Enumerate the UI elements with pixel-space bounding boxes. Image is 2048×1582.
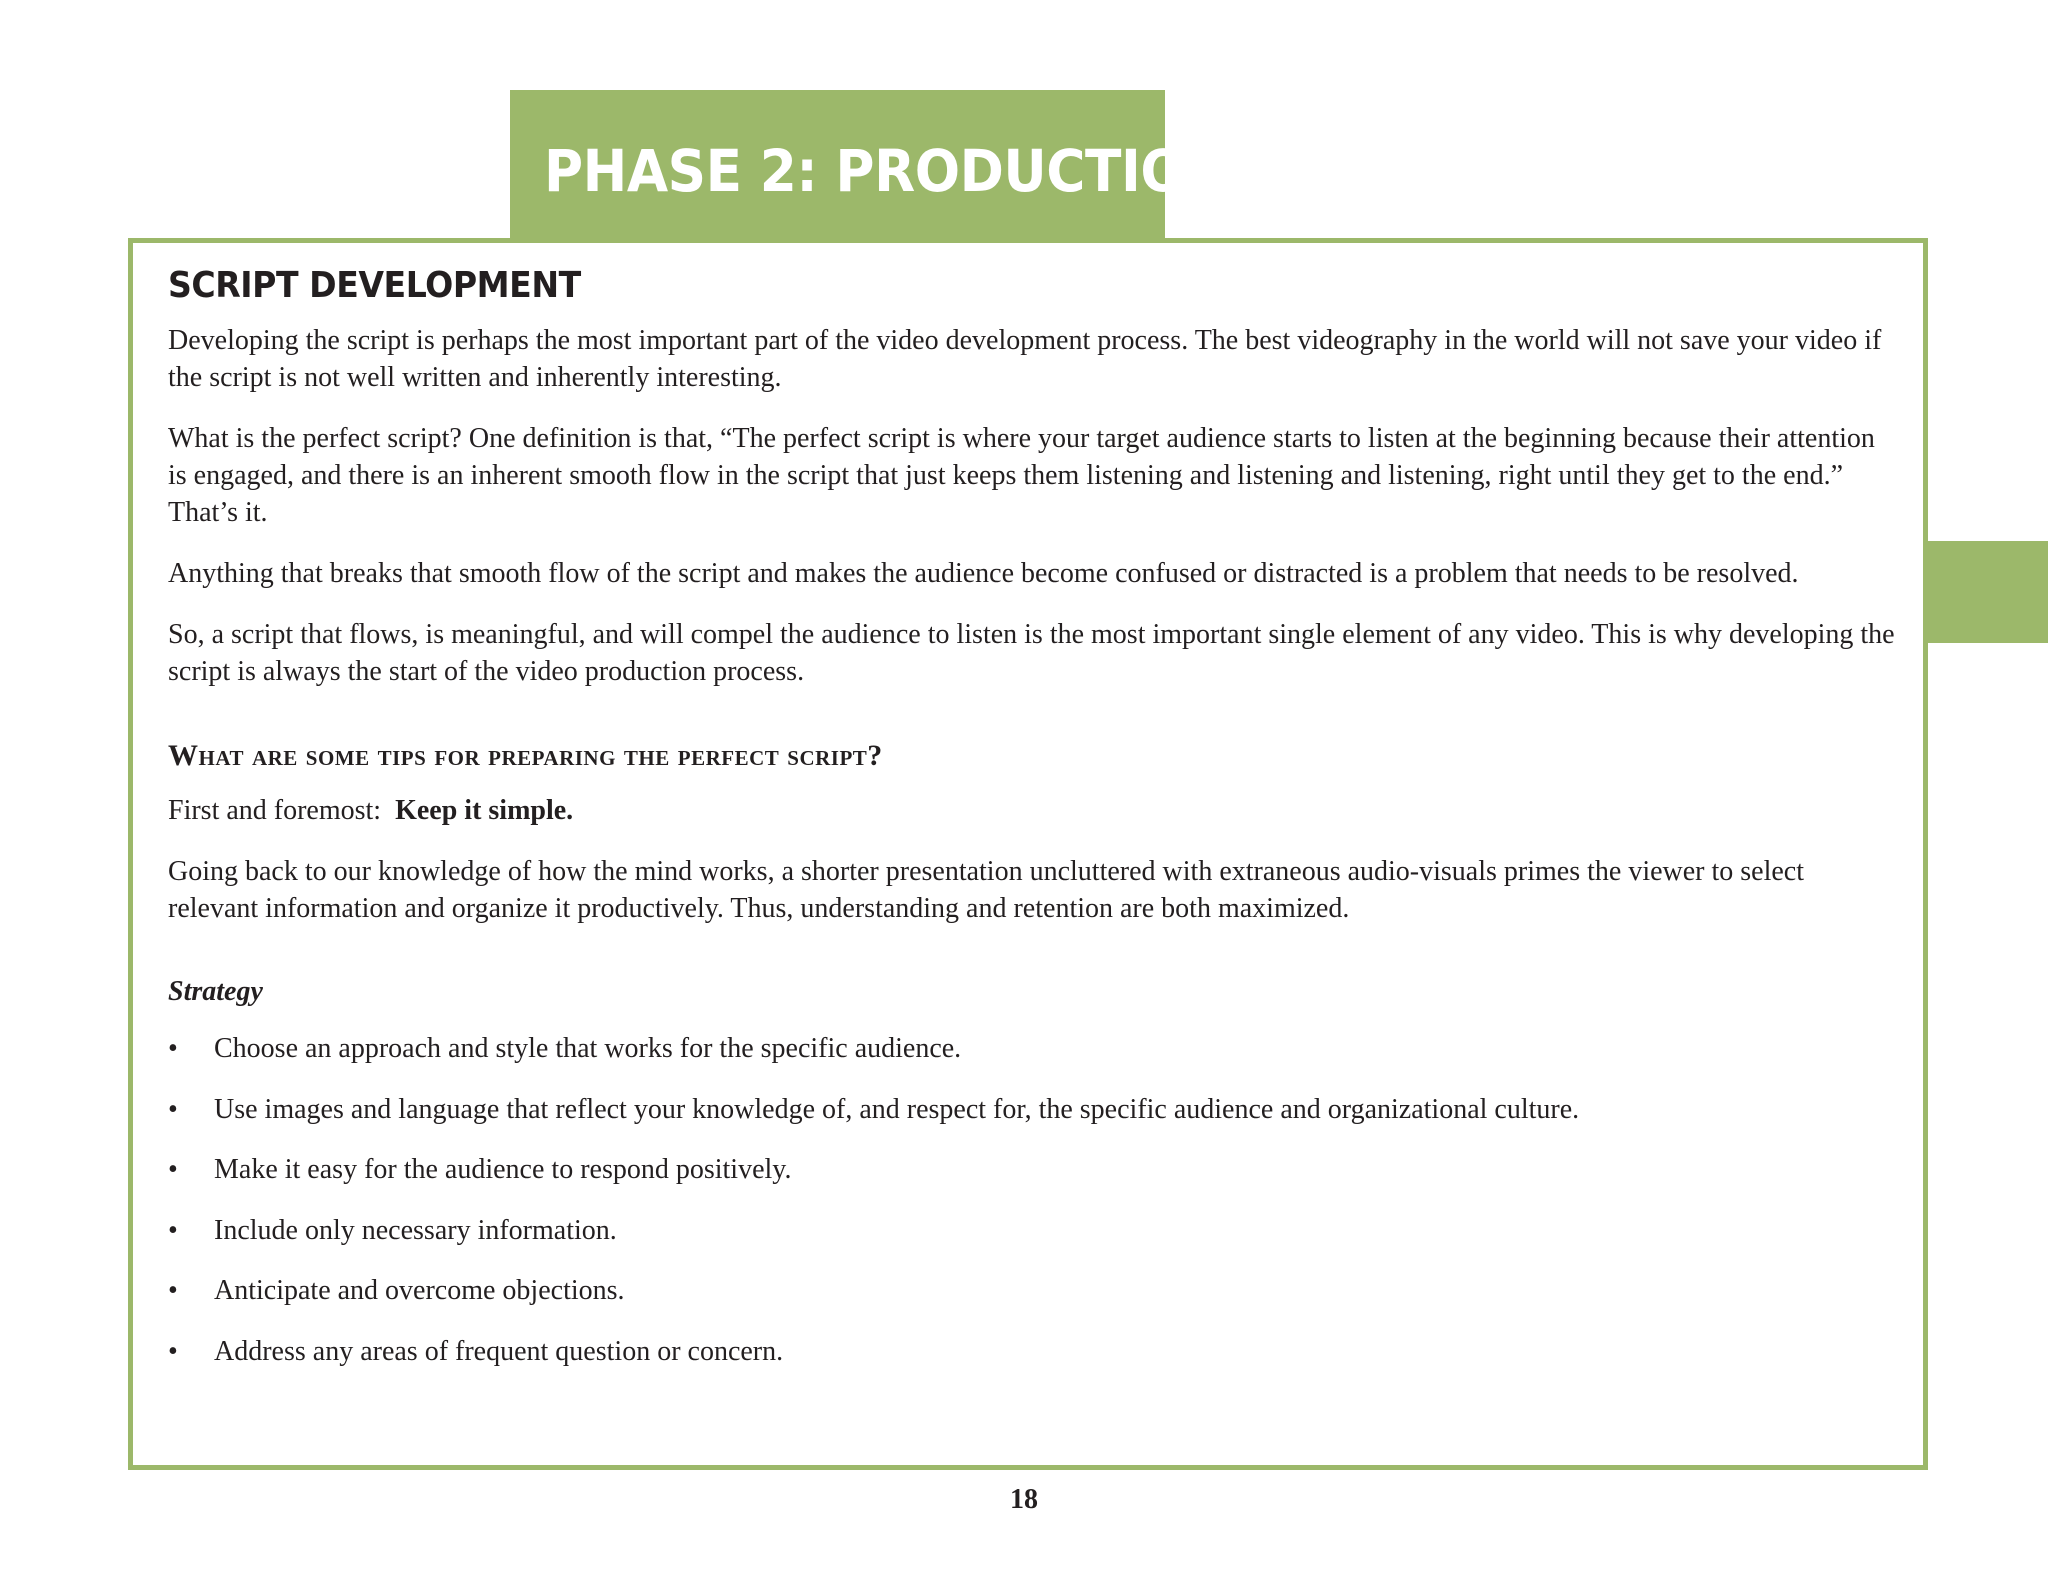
list-item-text: Make it easy for the audience to respond positively.: [214, 1154, 792, 1185]
list-item: [168, 1212, 1898, 1249]
bullet-icon: •: [168, 1093, 178, 1125]
body-paragraph: Developing the script is perhaps the most important part of the video development process. The best videography in the world will not save your video if the script is not well written and inherently interesting.: [168, 325, 1882, 393]
body-paragraph: What is the perfect script? One definition is that, “The perfect script is where your target audience starts to listen at the beginning because their attention is engaged, and there is an inherent smooth flow in the script that just keeps them listening and listening and listening, right until they get to the end.” That’s it.: [168, 423, 1875, 528]
list-item-text: Address any areas of frequent question or concern.: [214, 1335, 784, 1367]
tips-intro-text: First and foremost:: [168, 795, 382, 826]
strategy-list: [168, 1030, 1898, 1370]
bullet-icon: •: [168, 1275, 178, 1306]
tips-paragraph: Going back to our knowledge of how the mind works, a shorter presentation uncluttered with extraneous audio-visuals primes the viewer to select relevant information and organize it productively. Thus, understanding and retention are both maximized.: [168, 856, 1805, 924]
bullet-icon: •: [168, 1214, 178, 1246]
bullet-icon: •: [168, 1154, 178, 1185]
list-item-text: Use images and language that reflect your knowledge of, and respect for, the specific audience and organizational culture.: [214, 1093, 1580, 1125]
phase-header-tab: [510, 90, 1230, 242]
list-item: [168, 1091, 1898, 1128]
tips-intro: [168, 792, 1898, 829]
list-item: [168, 1151, 1898, 1188]
list-item-text: Choose an approach and style that works for the specific audience.: [214, 1033, 962, 1064]
page-number: 18: [1010, 1484, 1038, 1515]
body-paragraph: Anything that breaks that smooth flow of the script and makes the audience become confused or distracted is a problem that needs to be resolved.: [168, 558, 1799, 589]
bullet-icon: •: [168, 1033, 178, 1064]
section-title: SCRIPT DEVELOPMENT: [168, 265, 581, 306]
list-item: [168, 1030, 1898, 1067]
phase-title: PHASE 2: PRODUCTION: [544, 137, 1230, 205]
bullet-icon: •: [168, 1335, 178, 1367]
list-item: [168, 1272, 1898, 1309]
side-thumb-tab: [1928, 541, 2048, 643]
page-body: [168, 262, 1898, 1393]
list-item-text: Include only necessary information.: [214, 1214, 617, 1246]
tips-heading: What are some tips for preparing the perfect script?: [168, 739, 883, 772]
list-item: [168, 1333, 1898, 1370]
strategy-label: Strategy: [168, 976, 263, 1007]
body-paragraph: So, a script that flows, is meaningful, and will compel the audience to listen is the most important single element of any video. This is why developing the script is always the start of the video production process.: [168, 619, 1895, 687]
list-item-text: Anticipate and overcome objections.: [214, 1275, 625, 1306]
tips-intro-emphasis: Keep it simple.: [395, 795, 574, 826]
